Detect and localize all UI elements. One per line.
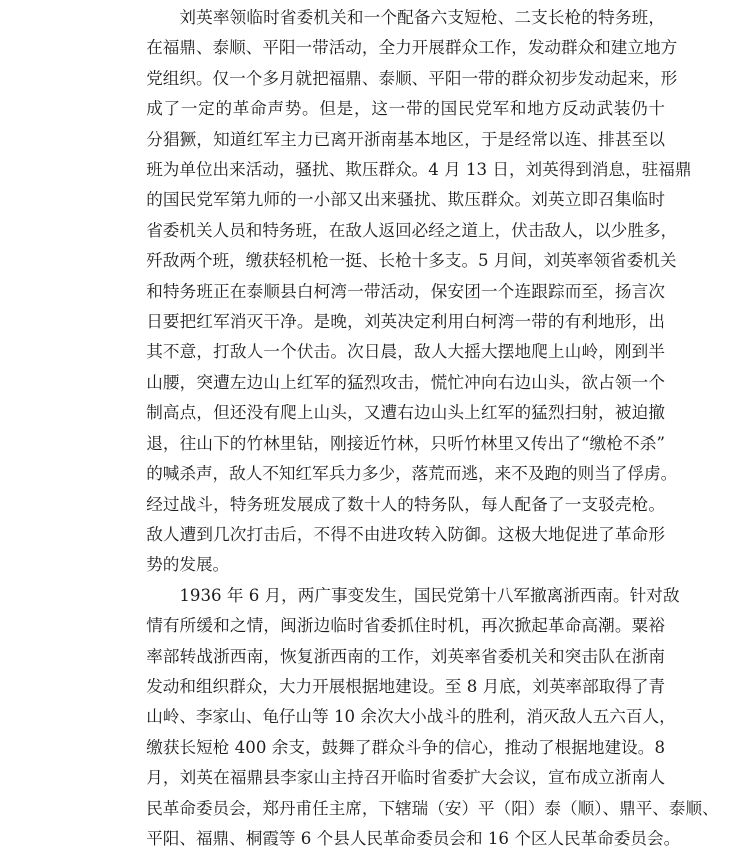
text-line: 日要把红军消灭干净。是晚，刘英决定利用白柯湾一带的有利地形，出: [146, 312, 665, 332]
text-line: 分猖獗，知道红军主力已离开浙南基本地区，于是经常以连、排甚至以: [146, 129, 665, 149]
text-line: 刘英率领临时省委机关和一个配备六支短枪、二支长枪的特务班，: [179, 8, 665, 27]
text-line: 缴获长短枪 400 余支，鼓舞了群众斗争的信心，推动了根据地建设。8: [146, 737, 665, 757]
text-line: 平阳、福鼎、桐霞等 6 个县人民革命委员会和 16 个区人民革命委员会。: [146, 828, 681, 848]
paragraph-2: [113, 581, 719, 855]
text-line: 省委机关人员和特务班，在敌人返回必经之道上，伏击敌人，以少胜多，: [146, 220, 678, 240]
text-line: 其不意，打敌人一个伏击。次日晨，敌人大摇大摆地爬上山岭，刚到半: [146, 342, 665, 362]
text-line: 月，刘英在福鼎县李家山主持召开临时省委扩大会议，宣布成立浙南人: [146, 768, 665, 788]
text-line: 和特务班正在泰顺县白柯湾一带活动，保安团一个连跟踪而至，扬言次: [146, 281, 665, 301]
text-line: 1936 年 6 月，两广事变发生，国民党第十八军撤离浙西南。针对敌: [179, 585, 680, 605]
text-line: 歼敌两个班，缴获轻机枪一挺、长枪十多支。5 月间，刘英率领省委机关: [146, 251, 677, 271]
document-page: [113, 3, 719, 854]
text-line: 党组织。仅一个多月就把福鼎、泰顺、平阳一带的群众初步发动起来，形: [146, 68, 678, 88]
text-line: 山腰，突遭左边山上红军的猛烈攻击，慌忙冲向右边山头，欲占领一个: [146, 372, 665, 392]
text-line: 率部转战浙西南，恢复浙西南的工作，刘英率省委机关和突击队在浙南: [146, 646, 665, 666]
paragraph-1: [113, 3, 692, 581]
text-line: 退，往山下的竹林里钻，刚接近竹林，只听竹林里又传出了“缴枪不杀”: [146, 433, 665, 453]
text-line: 经过战斗，特务班发展成了数十人的特务队，每人配备了一支驳壳枪。: [146, 494, 665, 514]
text-line: 的喊杀声，敌人不知红军兵力多少，落荒而逃，来不及跑的则当了俘虏。: [146, 464, 678, 484]
text-line: 发动和组织群众，大力开展根据地建设。至 8 月底，刘英率部取得了青: [146, 676, 666, 696]
text-line: 势的发展。: [146, 555, 230, 575]
text-line: 班为单位出来活动，骚扰、欺压群众。4 月 13 日，刘英得到消息，驻福鼎: [146, 160, 692, 180]
text-line: 在福鼎、泰顺、平阳一带活动，全力开展群众工作，发动群众和建立地方: [146, 38, 678, 58]
text-line: 制高点，但还没有爬上山头，又遭右边山头上红军的猛烈扫射，被迫撤: [146, 403, 665, 423]
text-line: 情有所缓和之情，闽浙边临时省委抓住时机，再次掀起革命高潮。粟裕: [146, 616, 665, 636]
text-line: 的国民党军第九师的一小部又出来骚扰、欺压群众。刘英立即召集临时: [146, 190, 665, 210]
text-line: 敌人遭到几次打击后，不得不由进攻转入防御。这极大地促进了革命形: [146, 524, 665, 544]
text-line: 民革命委员会，郑丹甫任主席，下辖瑞（安）平（阳）泰（顺）、鼎平、泰顺、: [146, 798, 719, 818]
text-line: 山岭、李家山、龟仔山等 10 余次大小战斗的胜利，消灭敌人五六百人，: [146, 707, 676, 727]
text-line: 成了一定的革命声势。但是，这一带的国民党军和地方反动武装仍十: [146, 99, 665, 119]
